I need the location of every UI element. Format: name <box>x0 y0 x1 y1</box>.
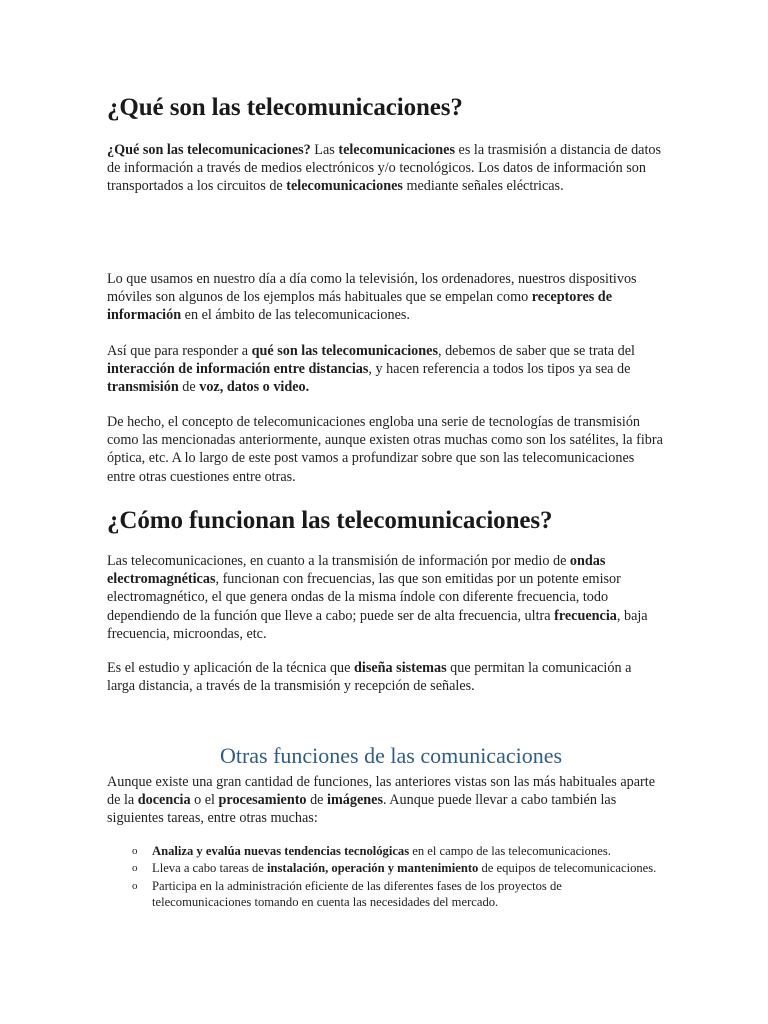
text-run: Lleva a cabo tareas de <box>152 861 268 876</box>
bold-run: transmisión <box>107 379 179 396</box>
text-run: . Aunque puede llevar a cabo también las siguientes tareas, entre otras muchas: <box>107 792 617 827</box>
text-run: en el ámbito de las telecomunicaciones. <box>181 307 410 324</box>
bold-run: qué son las telecomunicaciones <box>251 343 438 359</box>
bold-run: telecomunicaciones <box>286 178 403 195</box>
text-run: es la trasmisión a distancia de datos de información a través de medios electrónicos y/o tecnológicos. Los datos de información son transportados a los circuitos de <box>107 142 662 195</box>
text-run: Las telecomunicaciones, en cuanto a la transmisión de información por medio de <box>107 553 570 569</box>
paragraph-estudio <box>107 659 663 695</box>
bold-run: procesamiento <box>218 792 307 809</box>
task-list <box>107 843 663 912</box>
text-run: Lo que usamos en nuestro día a día como la televisión, los ordenadores, nuestros dispositivos móviles son algunos de los ejemplos más habituales que se empelan como <box>107 271 637 306</box>
text-run: de equipos de telecomunicaciones. <box>478 861 657 876</box>
text-run: de <box>306 792 328 809</box>
text-run: mediante señales eléctricas. <box>402 178 564 195</box>
text-run: , funcionan con frecuencias, las que son emitidas por un potente emisor electromagnético, el que genera ondas de la misma índole con diferente frecuencia, todo dependiendo de la función que lleve a cabo; puede ser de alta frecuencia, ultra <box>107 571 621 624</box>
bold-run: Analiza y evalúa nuevas tendencias tecnológicas <box>152 844 410 858</box>
paragraph-de-hecho <box>107 413 663 486</box>
text-run: , debemos de saber que se trata del <box>437 343 635 359</box>
list-item <box>107 878 663 911</box>
text-run: , y hacen referencia a todos los tipos ya sea de <box>368 361 631 378</box>
text-run: Así que para responder a <box>107 343 252 359</box>
intro-question-bold: ¿Qué son las telecomunicaciones? <box>107 142 311 158</box>
bold-run: ondas electromagnéticas <box>107 553 606 588</box>
intro-paragraph <box>107 141 663 196</box>
text-run: o el <box>190 792 219 809</box>
text-run: que permitan la comunicación a larga distancia, a través de la transmisión y recepción de señales. <box>107 660 632 695</box>
text-run: De hecho, el concepto de telecomunicaciones engloba una serie de tecnologías de transmisión como las mencionadas anteriormente, aunque existen otras muchas como son los satélites, la fibra óptica, etc. A lo largo de este post vamos a profundizar sobre que son las telecomunicaciones entre otras cuestiones entre otras. <box>107 414 663 485</box>
bullet-marker: o <box>132 845 138 857</box>
text-run: Las <box>310 142 339 158</box>
bold-run: frecuencia <box>554 607 617 624</box>
bold-run: receptores de información <box>107 289 612 324</box>
heading-otras-funciones: Otras funciones de las comunicaciones <box>219 743 563 768</box>
text-run: en el campo de las telecomunicaciones. <box>409 844 611 858</box>
bullet-marker: o <box>132 862 138 875</box>
paragraph-ondas <box>107 552 663 643</box>
paragraph-receptores <box>107 270 663 325</box>
text-run: , baja frecuencia, microondas, etc. <box>107 607 648 642</box>
paragraph-responder <box>107 342 663 397</box>
heading-que-son: ¿Qué son las telecomunicaciones? <box>107 94 463 121</box>
paragraph-aunque <box>107 773 663 828</box>
bold-run: interacción de información entre distancias <box>107 361 369 378</box>
text-run: Es el estudio y aplicación de la técnica que <box>107 660 354 676</box>
text-run: Participa en la administración eficiente de las diferentes fases de los proyectos de telecomunicaciones tomando en cuenta las necesidades del mercado. <box>152 878 562 910</box>
text-run: Aunque existe una gran cantidad de funciones, las anteriores vistas son las más habituales aparte de la <box>107 774 656 809</box>
bold-run: diseña sistemas <box>354 660 447 676</box>
bullet-marker: o <box>132 879 138 892</box>
bold-run: voz, datos o video. <box>199 379 310 396</box>
list-item <box>107 860 663 876</box>
bold-run: telecomunicaciones <box>338 142 455 158</box>
bold-run: instalación, operación y mantenimiento <box>267 861 479 876</box>
text-run: de <box>178 379 200 396</box>
bold-run: docencia <box>137 792 191 809</box>
bold-run: imágenes <box>327 792 383 809</box>
list-item <box>107 843 663 859</box>
heading-como-funcionan: ¿Cómo funcionan las telecomunicaciones? <box>107 507 553 534</box>
